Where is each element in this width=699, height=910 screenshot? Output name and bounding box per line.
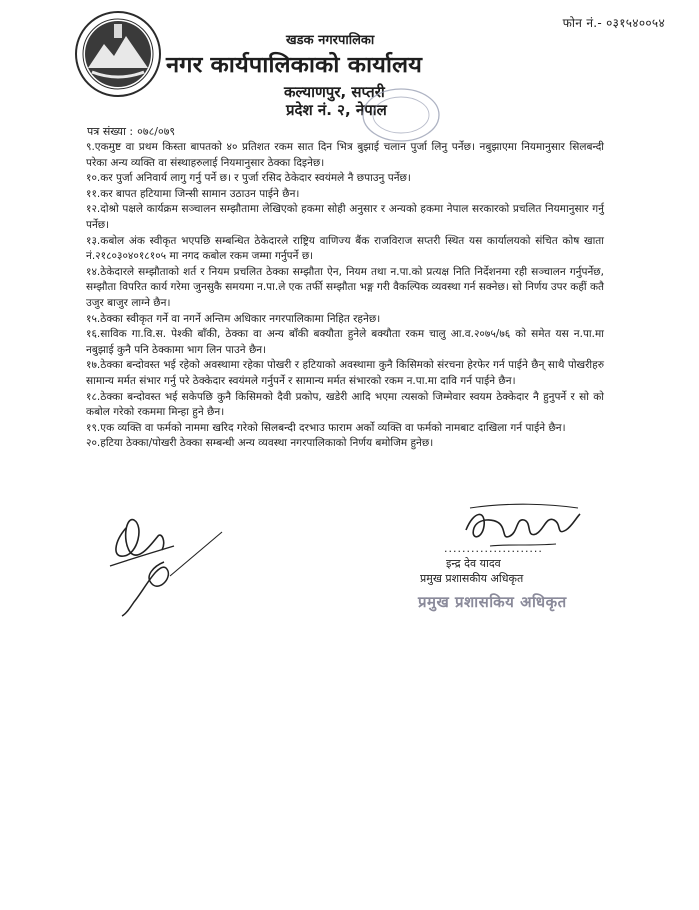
terms-list (86, 140, 604, 452)
office-name: नगर कार्यपालिकाको कार्यालय (166, 53, 422, 78)
clause-16: १६.साविक गा.वि.स. पेश्की बाँकी, ठेक्का वा अन्य बाँकी बक्यौता हुनेले बक्यौता रकम चालु आ.व.२०७५/७६ को समेत यस न.पा.मा नबुझाई कुनै पनि ठेक्कामा भाग लिन पाउने छैन। (86, 328, 604, 356)
clause-19: १९.एक व्यक्ति वा फर्मको नाममा खरिद गरेको सिलबन्दी दरभाउ फाराम अर्को व्यक्ति वा फर्मको नामबाट दाखिला गर्न पाईने छैन। (86, 421, 566, 434)
clause-15: १५.ठेक्का स्वीकृत गर्ने वा नगर्ने अन्तिम अधिकार नगरपालिकामा निहित रहनेछ। (86, 312, 381, 325)
municipality-emblem-icon (74, 10, 162, 98)
seal-stamp-icon (358, 86, 444, 144)
clause-11: ११.कर बापत हटियामा जिन्सी सामान उठाउन पाईने छैन। (86, 187, 300, 200)
clause-9: ९.एकमुष्ट वा प्रथम किस्ता बापतको ४० प्रतिशत रकम सात दिन भित्र बुझाई चलान पुर्जा लिनु पर्नेछ। नबुझाएमा नियमानुसार सिलबन्दी परेका अन्य व्यक्ति वा संस्थाहरुलाई नियमानुसार ठेक्का दिइनेछ। (86, 141, 604, 169)
clause-13: १३.कबोल अंक स्वीकृत भएपछि सम्बन्धित ठेकेदारले राष्ट्रिय वाणिज्य बैंक राजविराज सप्तरी स्थित यस कार्यालयको संचित कोष खाता नं.२१८०३०४०१८१०५ मा नगद कबोल रकम जम्मा गर्नुपर्ने छ। (86, 234, 604, 263)
office-province: प्रदेश नं. २, नेपाल (286, 101, 387, 119)
clause-17: १७.ठेक्का बन्दोवस्त भई रहेको अवस्थामा रहेका पोखरी र हटियाको अवस्थामा कुनै किसिमको संरचना हेरफेर गर्न पाईने छैन् साथै पोखरीहरु सामान्य मर्मत संभार गर्नु परे ठेक्केदार स्वयंमले गर्नुपर्ने र सामान्य मर्मत संभारको रकम न.पा.मा दावि गर्न पाईने छैन। (86, 359, 604, 387)
clause-18: १८.ठेक्का बन्दोवस्त भई सकेपछि कुनै किसिमको दैवी प्रकोप, खडेरी आदि भएमा त्यसको जिम्मेवार स्वयम ठेक्केदार नै हुनुपर्ने र सो को कबोल गरेको रकममा मिन्हा हुने छैन। (86, 390, 604, 419)
clause-14: १४.ठेकेदारले सम्झौताको शर्त र नियम प्रचलित ठेक्का सम्झौता ऐन, नियम तथा न.पा.को प्रत्यक्ष निति निर्देशनमा रही सञ्चालन गर्नुपर्नेछ, सम्झौता विपरित कार्य गरेमा जुनसुकै समयमा न.पा.ले एक तर्फी सम्झौता भङ्ग गरी वैकल्पिक व्यवस्था गर्न सक्नेछ। सो निर्णय उपर कहीं कतै उजुर बाजुर लाग्ने छैन। (86, 265, 604, 309)
signatory-title: प्रमुख प्रशासकीय अधिकृत (420, 572, 524, 585)
org-name: खडक नगरपालिका (286, 33, 375, 48)
left-signature (104, 506, 228, 618)
reference-number (87, 124, 175, 139)
signatory-name: इन्द्र देव यादव (446, 557, 501, 570)
office-location: कल्याणपुर, सप्तरी (284, 83, 385, 101)
clause-20: २०.हटिया ठेक्का/पोखरी ठेक्का सम्बन्धी अन्य व्यवस्था नगरपालिकाको निर्णय बमोजिम हुनेछ। (86, 437, 434, 450)
clause-10: १०.कर पुर्जा अनिवार्य लागु गर्नु पर्ने छ। र पुर्जा रसिद ठेकेदार स्वयंमले नै छपाउनु पर्नेछ। (86, 172, 411, 185)
phone-number: फोन नं.- ०३१५४००५४ (562, 16, 665, 30)
reference-value: ०७८/०७९ (137, 125, 176, 138)
designation-stamp: प्रमुख प्रशासकिय अधिकृत (418, 593, 567, 611)
clause-12: १२.दोश्रो पक्षले कार्यक्रम सञ्चालन सम्झौतामा लेखिएको हकमा सोही अनुसार र अन्यको हकमा नेपाल सरकारको प्रचलित नियमानुसार गर्नु पर्नेछ। (86, 203, 604, 231)
reference-label: पत्र संख्या : (87, 125, 134, 138)
signature-line: ...................... (444, 542, 543, 555)
